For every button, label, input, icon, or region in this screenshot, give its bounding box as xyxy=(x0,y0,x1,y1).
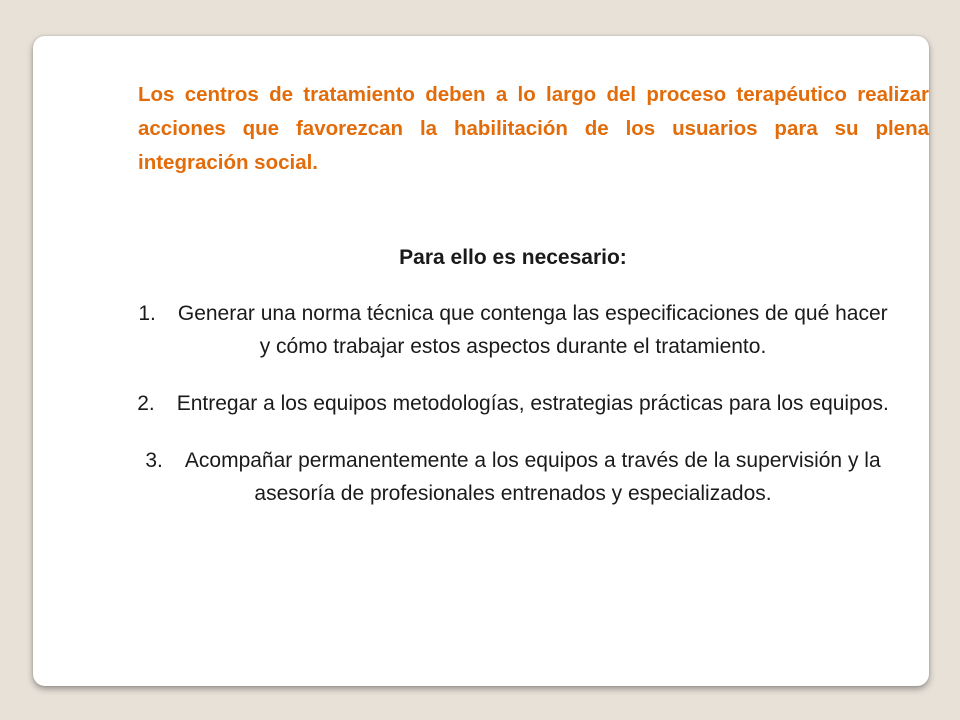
lead-heading: Para ello es necesario: xyxy=(399,246,627,269)
list-item xyxy=(133,297,893,363)
list-item-number: 1. xyxy=(138,302,156,325)
intro-paragraph: Los centros de tratamiento deben a lo largo del proceso terapéutico realizar acciones que favorezcan la habilitación de los usuarios para su plena integración social. xyxy=(138,83,929,174)
list-item-text: Entregar a los equipos metodologías, estrategias prácticas para los equipos. xyxy=(176,392,889,415)
list-item xyxy=(133,387,893,420)
list-item xyxy=(133,444,893,510)
list-item-text: Acompañar permanentemente a los equipos a través de la supervisión y la asesoría de profesionales entrenados y especializados. xyxy=(184,449,881,505)
list-item-number: 2. xyxy=(137,392,155,415)
list-item-text: Generar una norma técnica que contenga las especificaciones de qué hacer y cómo trabajar estos aspectos durante el tratamiento. xyxy=(177,302,888,358)
slide-card xyxy=(33,36,929,686)
body-block xyxy=(133,241,893,534)
list-item-number: 3. xyxy=(145,449,163,472)
steps-list xyxy=(133,297,893,510)
